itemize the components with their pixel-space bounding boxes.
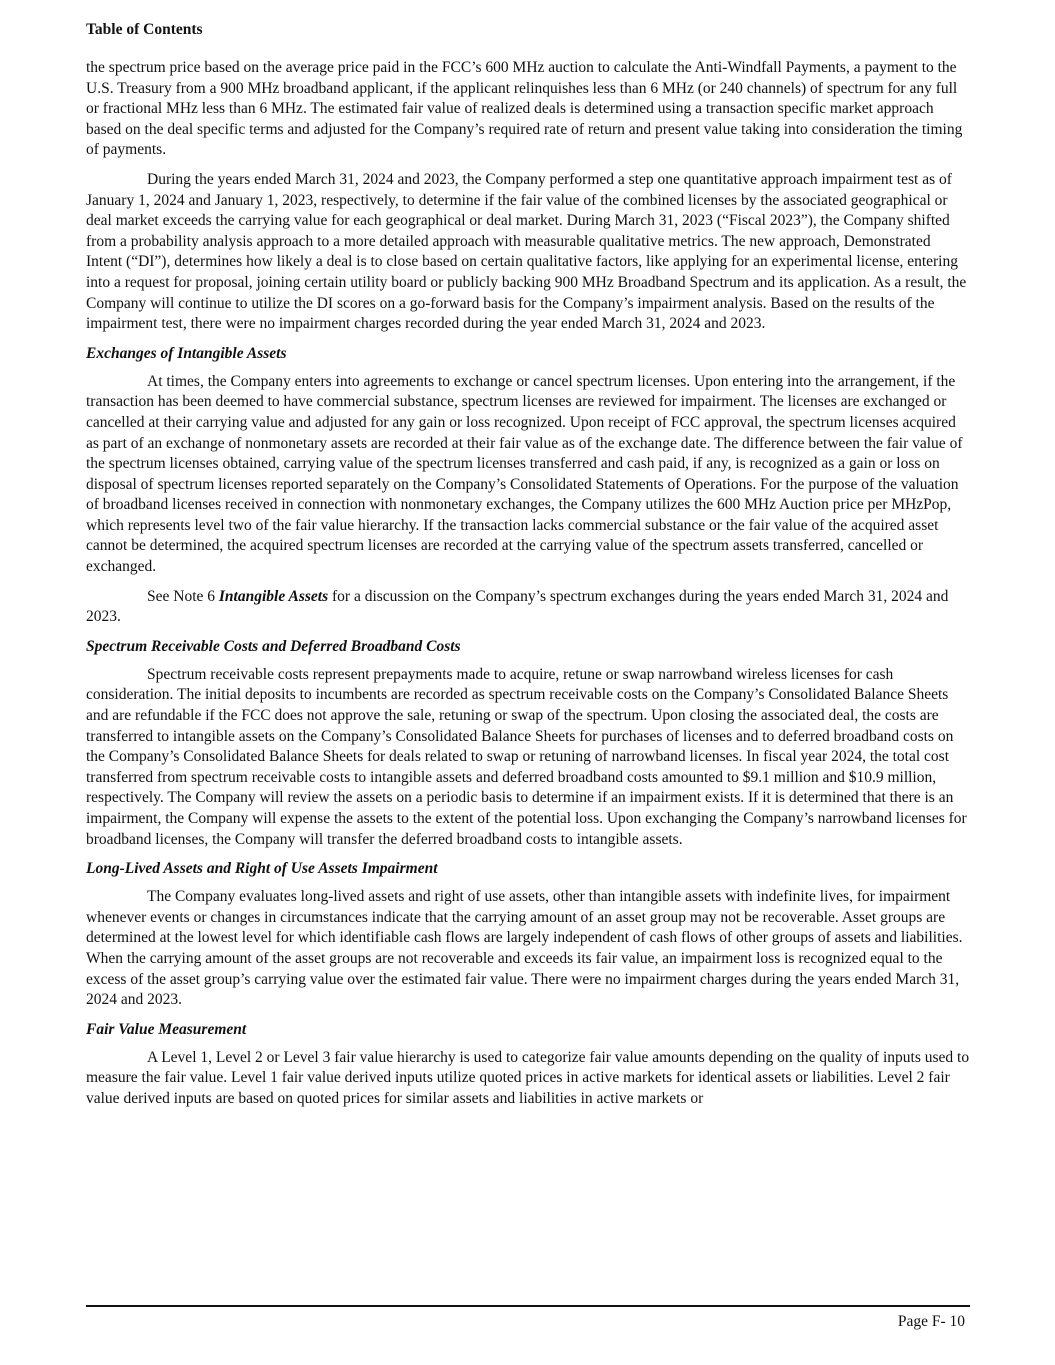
paragraph-see-note-6 [86, 587, 970, 628]
paragraph-exchanges: At times, the Company enters into agreements to exchange or cancel spectrum licenses. Upon entering into the arrangement, if the transaction has been deemed to have commercial substance, spectrum licenses are reviewed for impairment. The licenses are exchanged or cancelled at their carrying value and adjusted for any gain or loss recognized. Upon receipt of FCC approval, the spectrum licenses acquired as part of an exchange of nonmonetary assets are recorded at their fair value as of the exchange date. The difference between the fair value of the spectrum licenses obtained, carrying value of the spectrum licenses transferred and cash paid, if any, is recognized as a gain or loss on disposal of spectrum licenses reported separately on the Company’s Consolidated Statements of Operations. For the purpose of the valuation of broadband licenses received in connection with nonmonetary exchanges, the Company utilizes the 600 MHz Auction price per MHzPop, which represents level two of the fair value hierarchy. If the transaction lacks commercial substance or the fair value of the acquired asset cannot be determined, the acquired spectrum licenses are recorded at the carrying value of the spectrum assets transferred, cancelled or exchanged. [86, 372, 963, 576]
intangible-assets-reference: Intangible Assets [218, 587, 329, 605]
table-of-contents-link[interactable]: Table of Contents [86, 21, 203, 38]
heading-exchanges-of-intangible-assets: Exchanges of Intangible Assets [86, 344, 287, 362]
page-number: Page F- 10 [897, 1313, 965, 1330]
paragraph-anti-windfall: the spectrum price based on the average price paid in the FCC’s 600 MHz auction to calculate the Anti-Windfall Payments, a payment to the U.S. Treasury from a 900 MHz broadband applicant, if the applicant relinquishes less than 6 MHz (or 240 channels) of spectrum for any full or fractional MHz less than 6 MHz. The estimated fair value of realized deals is determined using a transaction specific market approach based on the deal specific terms and adjusted for the Company’s required rate of return and present value taking into consideration the timing of payments. [86, 59, 963, 159]
paragraph-fair-value: A Level 1, Level 2 or Level 3 fair value hierarchy is used to categorize fair value amounts depending on the quality of inputs used to measure the fair value. Level 1 fair value derived inputs utilize quoted prices in active markets for identical assets or liabilities. Level 2 fair value derived inputs are based on quoted prices for similar assets and liabilities in active markets or [86, 1048, 970, 1107]
document-page [86, 19, 970, 1119]
see-note-text-rest: for a discussion on the Company’s spectrum exchanges during the years ended March 31, 2024 and 2023. [86, 587, 949, 626]
paragraph-impairment-test: During the years ended March 31, 2024 and 2023, the Company performed a step one quantitative approach impairment test as of January 1, 2024 and January 1, 2023, respectively, to determine if the fair value of the combined licenses by the associated geographical or deal market exceeds the carrying value for each geographical or deal market. During March 31, 2023 (“Fiscal 2023”), the Company shifted from a probability analysis approach to a more detailed approach with measurable qualitative metrics. The new approach, Demonstrated Intent (“DI”), determines how likely a deal is to close based on certain qualitative factors, like applying for an experimental license, entering into a request for proposal, joining certain utility board or publicly backing 900 MHz Broadband Spectrum and its application. As a result, the Company will continue to utilize the DI scores on a go-forward basis for the Company’s impairment analysis. Based on the results of the impairment test, there were no impairment charges recorded during the year ended March 31, 2024 and 2023. [86, 170, 967, 333]
heading-long-lived-assets: Long-Lived Assets and Right of Use Assets Impairment [86, 860, 438, 878]
heading-spectrum-receivable-costs: Spectrum Receivable Costs and Deferred Broadband Costs [86, 637, 461, 655]
paragraph-long-lived-assets: The Company evaluates long-lived assets and right of use assets, other than intangible assets with indefinite lives, for impairment whenever events or changes in circumstances indicate that the carrying amount of an asset group may not be recoverable. Asset groups are determined at the lowest level for which identifiable cash flows are largely independent of cash flows of other groups of assets and liabilities. When the carrying amount of the asset groups are not recoverable and exceeds its fair value, an impairment loss is recognized equal to the excess of the asset group’s carrying value over the estimated fair value. There were no impairment charges during the years ended March 31, 2024 and 2023. [86, 888, 963, 1009]
paragraph-spectrum-receivable: Spectrum receivable costs represent prepayments made to acquire, retune or swap narrowband wireless licenses for cash consideration. The initial deposits to incumbents are recorded as spectrum receivable costs on the Company’s Consolidated Balance Sheets and are refundable if the FCC does not approve the sale, retuning or swap of the spectrum. Upon closing the associated deal, the costs are transferred to intangible assets on the Company’s Consolidated Balance Sheets for purchases of licenses and to deferred broadband costs on the Company’s Consolidated Balance Sheets for deals related to swap or retuning of narrowband licenses. In fiscal year 2024, the total cost transferred from spectrum receivable costs to intangible assets and deferred broadband costs amounted to $9.1 million and $10.9 million, respectively. The Company will review the assets on a periodic basis to determine if an impairment exists. If it is determined that there is an impairment, the Company will expense the assets to the extent of the potential loss. Upon exchanging the Company’s narrowband licenses for broadband licenses, the Company will transfer the deferred broadband costs to intangible assets. [86, 665, 967, 848]
footer-divider [86, 1305, 970, 1307]
see-note-text: See Note 6 [147, 587, 219, 605]
heading-fair-value-measurement: Fair Value Measurement [86, 1020, 247, 1038]
